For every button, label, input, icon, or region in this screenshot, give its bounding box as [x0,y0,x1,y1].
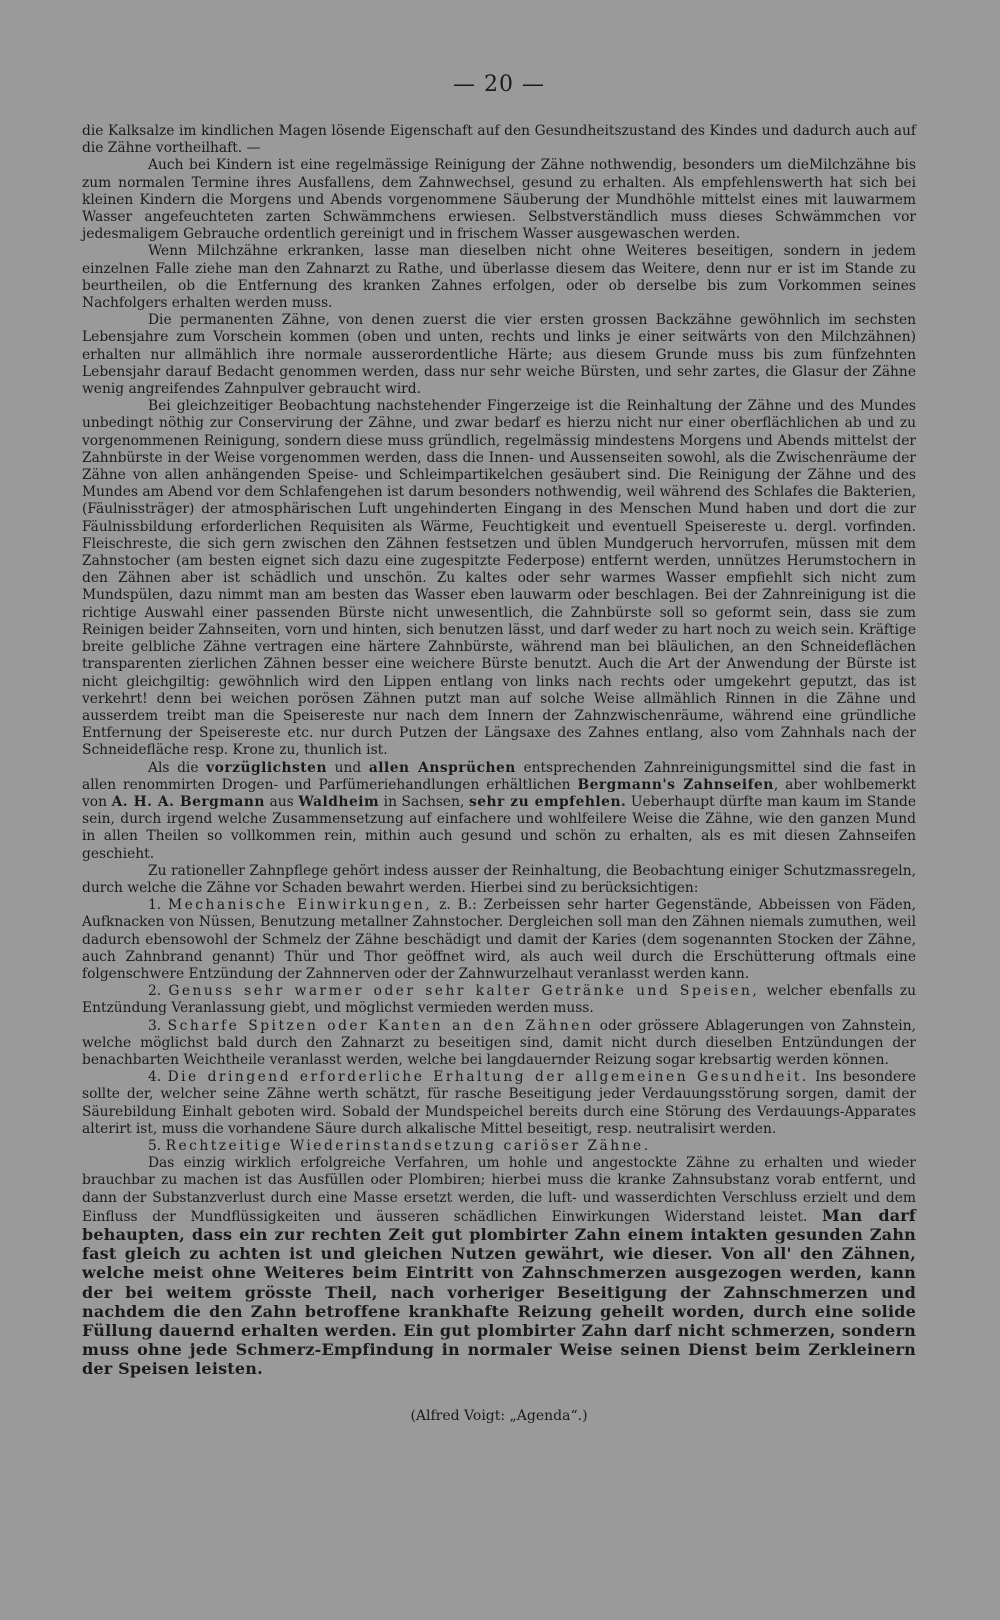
rule-body: Ins besondere sollte der, welcher seine Zähne werth schätzt, für rasche Beseitigung jeder Verdauungsstörung sorgen, damit der Säurebildung Einhalt geboten wird. Sobald der Mundspeichel bereits durch eine Störung des Verdauungs-Apparates alterirt ist, muss die vorhandene Säure durch alkalische Mittel beseitigt, resp. neutralisirt werden. [82,1069,916,1137]
rule-number: 5. [148,1137,162,1154]
recommendation-paragraph [82,760,916,863]
rule-title: Die dringend erforderliche Erhaltung der allgemeinen Gesundheit. [167,1069,809,1086]
rule-5 [82,1138,916,1155]
paragraph-1: die Kalksalze im kindlichen Magen lösende Eigenschaft auf den Gesundheitszustand des Kindes und dadurch auch auf die Zähne vortheilhaft. — [82,123,916,157]
rule-4 [82,1069,916,1138]
final-text: Das einzig wirklich erfolgreiche Verfahren, um hohle und angestockte Zähne zu erhalten und wieder brauchbar zu machen ist das Ausfüllen oder Plombiren; hierbei muss die kranke Zahnsubstanz vorab entfernt, und dann der Substanzverlust durch eine Masse ersetzt werden, die luft- und wasserdichten Verschluss erzielt und dem Einfluss der Mundflüssigkeiten und äusseren schädlichen Einwirkungen Widerstand leistet. [82,1155,916,1225]
rec-brand: Bergmann's Zahnseifen [577,776,774,793]
paragraph-3: Wenn Milchzähne erkranken, lasse man dieselben nicht ohne Weiteres beseitigen, sondern in jedem einzelnen Falle ziehe man den Zahnarzt zu Rathe, und überlasse diesem das Weitere, denn nur er ist im Stande zu beurtheilen, ob die Entfernung des kranken Zahnes erfolgen, oder ob derselbe bis zum Vorkommen seines Nachfolgers erhalten werden muss. [82,243,916,312]
rec-maker: A. H. A. Bergmann [111,793,265,810]
paragraph-4: Die permanenten Zähne, von denen zuerst die vier ersten grossen Backzähne gewöhnlich im sechsten Lebensjahre zum Vorschein kommen (oben und unten, rechts und links je einer seitwärts von den Milchzähnen) erhalten nur allmählich ihre normale ausserordentliche Härte; aus diesem Grunde muss bis zum fünfzehnten Lebensjahr darauf Bedacht genommen werden, dass nur sehr weiche Bürsten, und sehr zartes, die Glasur der Zähne wenig angreifendes Zahnpulver gebraucht wird. [82,312,916,398]
rec-emphasis-1: vorzüglichsten [206,759,327,776]
rec-text-2: und [334,759,362,776]
rule-number: 4. [148,1069,162,1086]
source-citation: (Alfred Voigt: „Agenda“.) [410,1407,588,1424]
page-number: — 20 — [453,72,545,97]
rec-text-5: aus [269,793,294,810]
rule-title: Scharfe Spitzen oder Kanten an den Zähnen [167,1017,594,1034]
rule-body: welcher ebenfalls zu Entzündung Veranlassung giebt, und möglichst vermieden werden muss. [82,983,917,1017]
rec-text-6: in Sachsen, [383,793,465,810]
protection-intro: Zu rationeller Zahnpflege gehört indess ausser der Reinhaltung, die Beobachtung einiger Schutzmassregeln, durch welche die Zähne vor Schaden bewahrt werden. Hierbei sind zu berücksichtigen: [82,862,916,896]
final-paragraph [82,1155,916,1379]
rec-emphasis-3: sehr zu empfehlen. [468,793,627,810]
rec-emphasis-2: allen Ansprüchen [368,759,516,776]
rule-number: 3. [148,1017,162,1034]
rule-2 [82,983,916,1017]
body-text [82,123,916,1380]
rec-text-4: , aber wohlbemerkt von [82,776,916,810]
rule-title: Genuss sehr warmer oder sehr kalter Getränke und Speisen, [168,983,760,1000]
rule-3 [82,1018,916,1070]
rule-title: Mechanische Einwirkungen, [168,897,433,914]
paragraph-2: Auch bei Kindern ist eine regelmässige Reinigung der Zähne nothwendig, besonders um dieMilchzähne bis zum normalen Termine ihres Ausfallens, dem Zahnwechsel, gesund zu erhalten. Als empfehlenswerth hat sich bei kleinen Kindern die Morgens und Abends vorgenommene Säuberung der Mundhöhle mittelst eines mit lauwarmem Wasser angefeuchteten zarten Schwämmchens erwiesen. Selbstverständlich muss dieses Schwämmchen vor jedesmaligem Gebrauche ordentlich gereinigt und in frischem Wasser ausgewaschen werden. [82,157,916,243]
rule-number: 1. [148,897,162,914]
rec-town: Waldheim [298,793,380,810]
rec-text-1: Als die [148,759,199,776]
rule-title: Rechtzeitige Wiederinstandsetzung cariöser Zähne. [165,1137,651,1154]
final-bold-statement: Man darf behaupten, dass ein zur rechten Zeit gut plombirter Zahn einem intakten gesunden Zahn fast gleich zu achten ist und gleichen Nutzen gewährt, wie dieser. Von all' den Zähnen, welche meist ohne Weiteres beim Eintritt von Zahnschmerzen ausgezogen werden, kann der bei weitem grösste Theil, nach vorheriger Beseitigung der Zahnschmerzen und nachdem die den Zahn betroffene krankhafte Reizung geheilt worden, durch eine solide Füllung dauernd erhalten werden. Ein gut plombirter Zahn darf nicht schmerzen, sondern muss ohne jede Schmerz-Empfindung in normaler Weise seinen Dienst beim Zerkleinern der Speisen leisten. [82,1205,917,1379]
rec-text-7: Ueberhaupt dürfte man kaum im Stande sein, durch irgend welche Zusammensetzung auf einfachere und wohlfeilere Weise die Zähne, wie den ganzen Mund in allen Theilen so vollkommen rein, mithin auch gesund und schön zu erhalten, als es mit diesen Zahnseifen geschieht. [82,793,917,862]
rec-text-3: entsprechenden Zahnreinigungsmittel sind die fast in allen renommirten Drogen- und Parfümeriehandlungen erhältlichen [82,759,916,793]
rule-body: oder grössere Ablagerungen von Zahnstein, welche möglichst bald durch den Zahnarzt zu beseitigen sind, damit nicht durch dieselben Entzündungen der benachbarten Weichtheile veranlasst werden, welche bei langdauernder Reizung sogar krebsartig werden können. [82,1017,916,1068]
rule-number: 2. [148,983,162,1000]
paragraph-5: Bei gleichzeitiger Beobachtung nachstehender Fingerzeige ist die Reinhaltung der Zähne und des Mundes unbedingt nöthig zur Conservirung der Zähne, und zwar bedarf es hierzu nicht nur einer oberflächlichen ab und zu vorgenommenen Reinigung, sondern diese muss gründlich, regelmässig mindestens Morgens und Abends mittelst der Zahnbürste in der Weise vorgenommen werden, dass die Innen- und Aussenseiten sowohl, als die Zwischenräume der Zähne von allen anhängenden Speise- und Schleimpartikelchen gesäubert sind. Die Reinigung der Zähne und des Mundes am Abend vor dem Schlafengehen ist darum besonders nothwendig, weil während des Schlafes die Bakterien, (Fäulnissträger) der atmosphärischen Luft ungehinderten Eingang in des Menschen Mund haben und dort die zur Fäulnissbildung erforderlichen Requisiten als Wärme, Feuchtigkeit und eventuell Speisereste u. dergl. vorfinden. Fleischreste, die sich gern zwischen den Zähnen festsetzen und üblen Mundgeruch hervorrufen, müssen mit dem Zahnstocher (am besten eignet sich dazu eine zugespitzte Federpose) entfernt werden, unnützes Herumstochern in den Zähnen aber ist schädlich und unschön. Zu kaltes oder sehr warmes Wasser empfiehlt sich nicht zum Mundspülen, dazu nimmt man am besten das Wasser eben lauwarm oder beschlagen. Bei der Zahnreinigung ist die richtige Auswahl einer passenden Bürste nicht unwesentlich, die Zahnbürste soll so geformt sein, dass sie zum Reinigen beider Zahnseiten, vorn und hinten, sich benutzen lässt, und darf weder zu hart noch zu weich sein. Kräftige breite gelbliche Zähne vertragen eine härtere Zahnbürste, während man bei bläulichen, an den Schneideflächen transparenten zierlichen Zähnen besser eine weichere Bürste benutzt. Auch die Art der Anwendung der Bürste ist nicht gleichgiltig: gewöhnlich wird den Lippen entlang von links nach rechts oder umgekehrt geputzt, das ist verkehrt! denn bei weichen porösen Zähnen putzt man auf solche Weise allmählich Rinnen in die Zähne und ausserdem treibt man die Speisereste nur nach dem Innern der Zahnzwischenräume, während eine gründliche Entfernung der Speisereste etc. nur durch Putzen der Längsaxe des Zahnes entlang, also vom Zahnhals nach der Schneidefläche resp. Krone zu, thunlich ist. [82,398,916,759]
rule-body: z. B.: Zerbeissen sehr harter Gegenstände, Abbeissen von Fäden, Aufknacken von Nüssen, Benutzung metallner Zahnstocher. Dergleichen soll man den Zähnen niemals zumuthen, weil dadurch ebensowohl der Schmelz der Zähne beschädigt und damit der Karies (dem sogenannten Stocken der Zähne, auch Zahnbrand genannt) Thür und Thor geöffnet wird, als auch weil durch die Erschütterung oftmals eine folgenschwere Entzündung der Zahnnerven oder der Zahnwurzelhaut veranlasst werden kann. [82,897,917,982]
rule-1 [82,897,916,983]
